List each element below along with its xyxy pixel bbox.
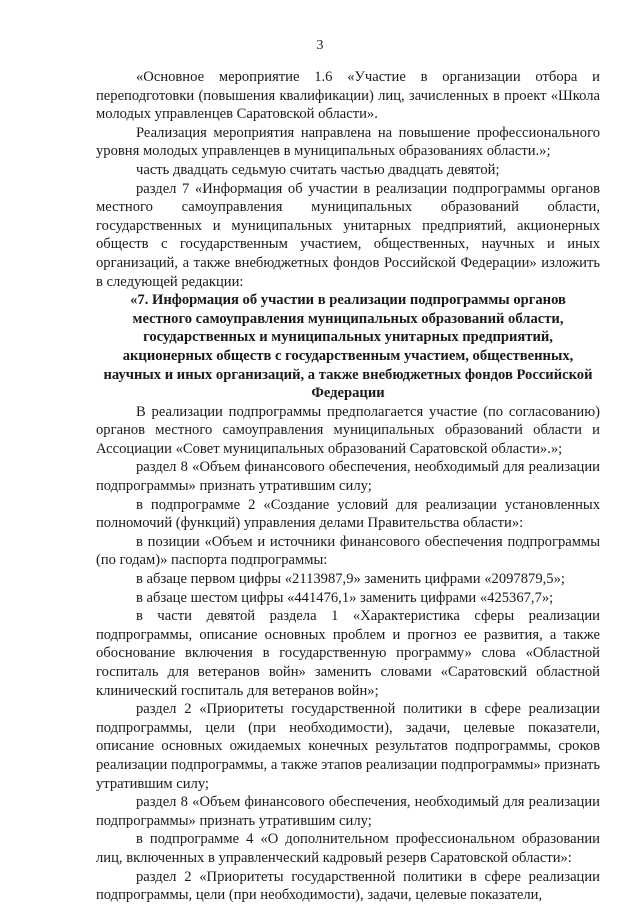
- paragraph-8: в подпрограмме 2 «Создание условий для реализации установленных полномочий (функций) управления делами Правительства области»:: [96, 496, 600, 532]
- document-body: [96, 68, 600, 905]
- paragraph-6: В реализации подпрограммы предполагается участие (по согласованию) органов местного самоуправления муниципальных образований области и Ассоциации «Совет муниципальных образований Саратовской области».»;: [96, 403, 600, 457]
- section-7-heading: «7. Информация об участии в реализации подпрограммы органов местного самоуправления муниципальных образований области, государственных и муниципальных унитарных предприятий, акционерных обществ с государственным участием, общественных, научных и иных организаций, а также внебюджетных фондов Российской Федерации: [103, 292, 593, 402]
- paragraph-15: в подпрограмме 4 «О дополнительном профессиональном образовании лиц, включенных в управленческий кадровый резерв Саратовской области»:: [96, 831, 600, 866]
- paragraph-14: раздел 8 «Объем финансового обеспечения, необходимый для реализации подпрограммы» признать утратившим силу;: [96, 794, 600, 829]
- page-number: 3: [316, 38, 324, 53]
- paragraph-3: часть двадцать седьмую считать частью двадцать девятой;: [136, 161, 500, 178]
- paragraph-9: в позиции «Объем и источники финансового обеспечения подпрограммы (по годам)» паспорта подпрограммы:: [96, 533, 600, 569]
- paragraph-16: раздел 2 «Приоритеты государственной политики в сфере реализации подпрограммы, цели (при необходимости), задачи, целевые показатели,: [96, 868, 600, 904]
- paragraph-7: раздел 8 «Объем финансового обеспечения, необходимый для реализации подпрограммы» признать утратившим силу;: [96, 459, 600, 495]
- paragraph-10: в абзаце первом цифры «2113987,9» заменить цифрами «2097879,5»;: [136, 571, 565, 588]
- paragraph-12: в части девятой раздела 1 «Характеристика сферы реализации подпрограммы, описание основных проблем и прогноз ее развития, а также обоснование включения в государственную программу» слова «Областной госпиталь для ветеранов войн» заменить словами «Саратовский областной клинический госпиталь для ветеранов войн»;: [96, 608, 600, 699]
- paragraph-13: раздел 2 «Приоритеты государственной политики в сфере реализации подпрограммы, цели (при необходимости), задачи, целевые показатели, описание основных ожидаемых конечных результатов подпрограммы, сроков реализации подпрограммы, а также этапов реализации подпрограммы» признать утратившим силу;: [96, 701, 600, 792]
- paragraph-4: раздел 7 «Информация об участии в реализации подпрограммы органов местного самоуправления муниципальных образований области, государственных и муниципальных унитарных предприятий, акционерных обществ с государственным участием, общественных, научных и иных организаций, а также внебюджетных фондов Российской Федерации» изложить в следующей редакции:: [96, 180, 600, 290]
- paragraph-1: «Основное мероприятие 1.6 «Участие в организации отбора и переподготовки (повышения квалификации) лиц, зачисленных в проект «Школа молодых управленцев Саратовской области».: [96, 69, 600, 123]
- paragraph-2: Реализация мероприятия направлена на повышение профессионального уровня молодых управленцев в муниципальных образованиях области.»;: [96, 124, 600, 160]
- paragraph-11: в абзаце шестом цифры «441476,1» заменить цифрами «425367,7»;: [136, 589, 554, 606]
